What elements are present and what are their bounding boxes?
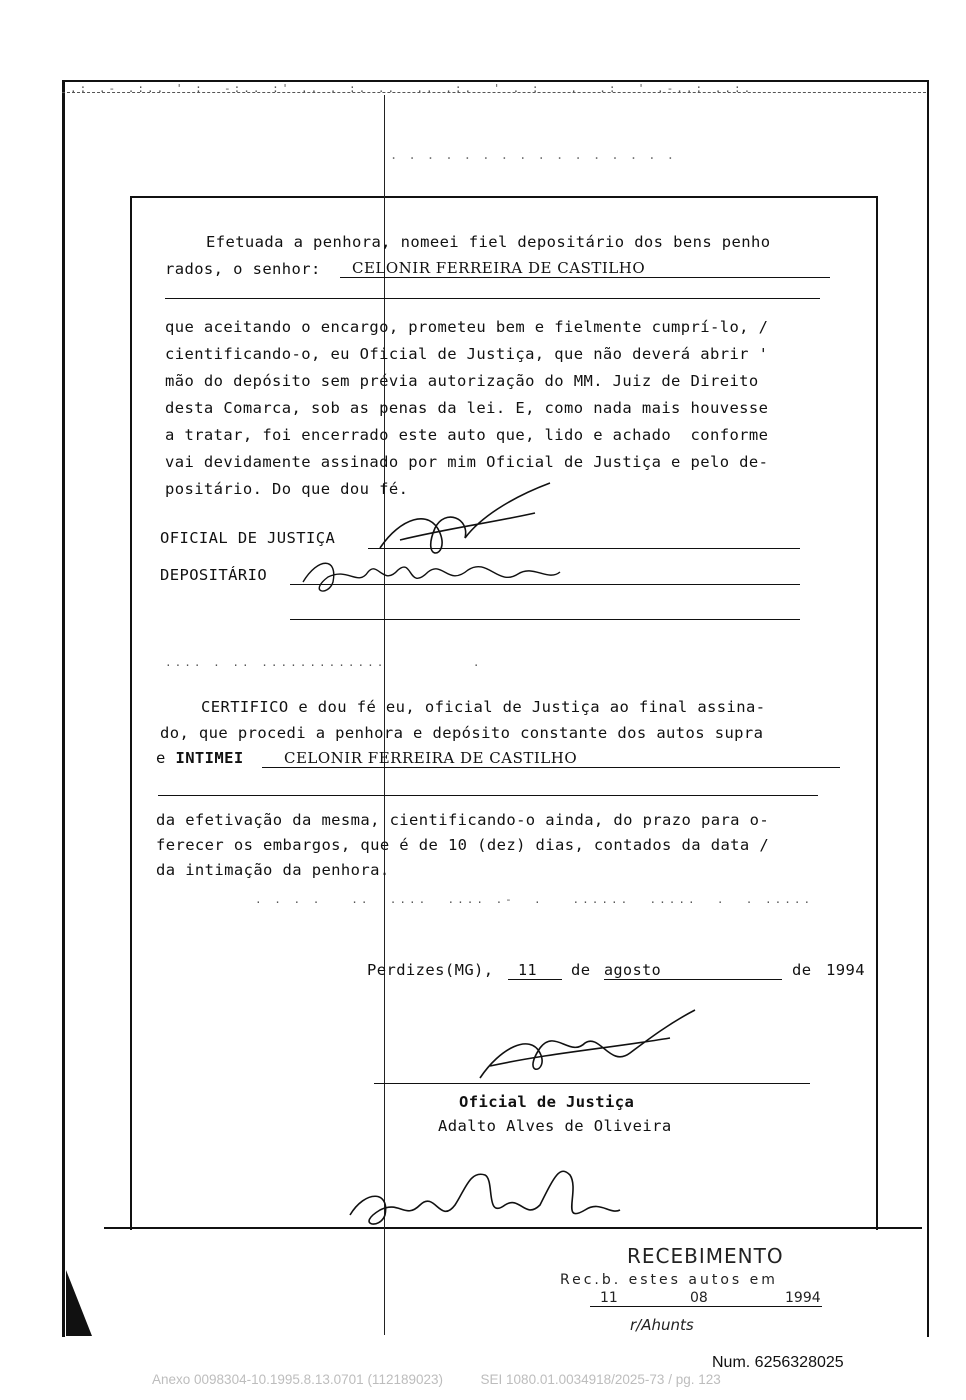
footer-sei: SEI 1080.01.0034918/2025-73 / pg. 123 bbox=[480, 1372, 721, 1387]
receipt-date-month: 08 bbox=[690, 1290, 708, 1306]
date-place: Perdizes(MG), bbox=[367, 961, 494, 979]
intimation-word: INTIMEI bbox=[175, 749, 244, 767]
depositary-extra-line bbox=[290, 619, 800, 620]
depositary-label: DEPOSITÁRIO bbox=[160, 566, 268, 584]
depositary-name: CELONIR FERREIRA DE CASTILHO bbox=[340, 259, 830, 278]
blank-rule-2 bbox=[158, 795, 818, 796]
date-month: agosto bbox=[604, 961, 782, 980]
footer-document-number: Num. 6256328025 bbox=[712, 1354, 844, 1371]
date-year: 1994 bbox=[826, 961, 865, 979]
scan-noise: .: .- .:.. ' : -:.. :' .. . :. .. .. .:. ' . : . .: ' .-..: ..:. bbox=[70, 82, 754, 95]
paragraph1-line5: mão do depósito sem prévia autorização do MM. Juiz de Direito bbox=[165, 372, 759, 390]
scan-noise: . . . . .. .... .... .- . ...... ..... . . ..... bbox=[255, 893, 814, 906]
receipt-date-day: 11 bbox=[600, 1290, 618, 1306]
paragraph1-line6: desta Comarca, sob as penas da lei. E, como nada mais houvesse bbox=[165, 399, 769, 417]
blank-rule-1 bbox=[165, 298, 820, 299]
paragraph1-line7: a tratar, foi encerrado este auto que, lido e achado conforme bbox=[165, 426, 769, 444]
signer-line bbox=[374, 1083, 810, 1084]
intimation-prefix: e bbox=[156, 749, 176, 767]
intimated-name: CELONIR FERREIRA DE CASTILHO bbox=[262, 749, 840, 768]
bottom-signature bbox=[345, 1165, 625, 1240]
date-de2: de bbox=[792, 961, 812, 979]
official-label: OFICIAL DE JUSTIÇA bbox=[160, 529, 336, 547]
paragraph1-line2-prefix: rados, o senhor: bbox=[165, 260, 321, 278]
certificate-line2: do, que procedi a penhora e depósito constante dos autos supra bbox=[160, 724, 764, 742]
signer-signature bbox=[470, 1008, 700, 1088]
certificate-tail-line2: ferecer os embargos, que é de 10 (dez) dias, contados da data / bbox=[156, 836, 770, 854]
date-day: 11 bbox=[508, 961, 562, 980]
receipt-stamp-title: RECEBIMENTO bbox=[627, 1244, 784, 1268]
paragraph1-line1: Efetuada a penhora, nomeei fiel depositário dos bens penho bbox=[206, 233, 771, 251]
footer-metadata bbox=[152, 1372, 721, 1387]
corner-mark bbox=[66, 1270, 92, 1336]
receipt-date-year: 1994 bbox=[785, 1290, 821, 1306]
certificate-tail-line3: da intimação da penhora. bbox=[156, 861, 390, 879]
scan-noise: .... . .. ............. . bbox=[165, 656, 483, 669]
date-de1: de bbox=[571, 961, 591, 979]
signer-name: Adalto Alves de Oliveira bbox=[438, 1117, 672, 1135]
faint-header-text: . . . . . . . . . . . . . . . . bbox=[390, 148, 676, 162]
receipt-initials: r/Ahunts bbox=[630, 1316, 694, 1334]
certificate-tail-line1: da efetivação da mesma, cientificando-o ainda, do prazo para o- bbox=[156, 811, 770, 829]
intimation-line bbox=[156, 749, 244, 767]
certificate-line1: CERTIFICO e dou fé eu, oficial de Justiça ao final assina- bbox=[201, 698, 766, 716]
paragraph1-line9: positário. Do que dou fé. bbox=[165, 480, 409, 498]
signer-title: Oficial de Justiça bbox=[459, 1093, 635, 1111]
depositary-signature-top bbox=[298, 552, 568, 602]
paragraph1-line3: que aceitando o encargo, prometeu bem e fielmente cumprí-lo, / bbox=[165, 318, 769, 336]
paragraph1-line8: vai devidamente assinado por mim Oficial de Justiça e pelo de- bbox=[165, 453, 769, 471]
receipt-date-line bbox=[590, 1306, 822, 1307]
receipt-stamp-text: Rec.b. estes autos em bbox=[560, 1272, 778, 1288]
footer-annex: Anexo 0098304-10.1995.8.13.0701 (112189023) bbox=[152, 1372, 444, 1387]
paragraph1-line4: cientificando-o, eu Oficial de Justiça, que não deverá abrir ' bbox=[165, 345, 769, 363]
